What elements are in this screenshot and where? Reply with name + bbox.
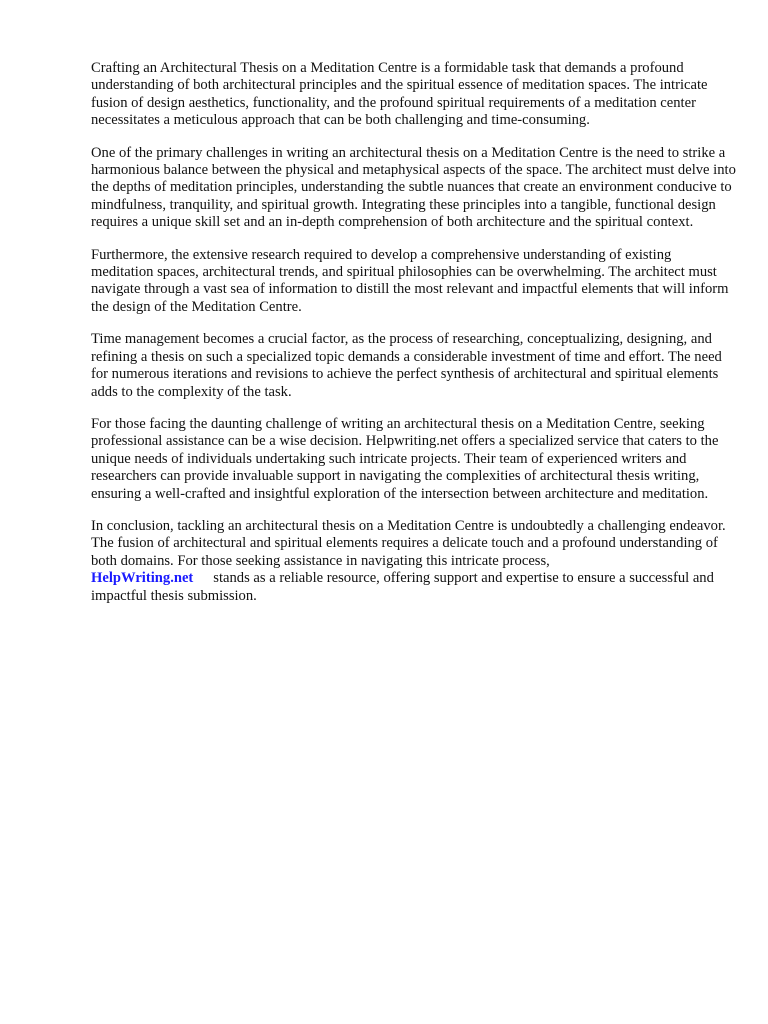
conclusion-text-before-link: In conclusion, tackling an architectural thesis on a Meditation Centre is undoubtedly a challenging endeavor. The fusion of architectural and spiritual elements requires a delicate touch and a profound understanding of both domains. For those seeking assistance in navigating this intricate process, [91,517,726,569]
paragraph-research: Furthermore, the extensive research required to develop a comprehensive understanding of existing meditation spaces, architectural trends, and spiritual philosophies can be overwhelming. The architect must navigate through a vast sea of information to distill the most relevant and impactful elements that will inform the design of the Meditation Centre. [91,246,729,315]
paragraph-conclusion [91,518,736,605]
paragraph-time-management: Time management becomes a crucial factor, as the process of researching, conceptualizing, designing, and refining a thesis on such a specialized topic demands a considerable investment of time and effort. The need for numerous iterations and revisions to achieve the perfect synthesis of architectural and spiritual elements adds to the complexity of the task. [91,331,722,400]
paragraph-intro: Crafting an Architectural Thesis on a Meditation Centre is a formidable task that demands a profound understanding of both architectural principles and the spiritual essence of meditation spaces. The intricate fusion of design aesthetics, functionality, and the profound spiritual requirements of a meditation center necessitates a meticulous approach that can be both challenging and time-consuming. [91,60,708,129]
document-page [91,60,736,620]
paragraph-challenges: One of the primary challenges in writing an architectural thesis on a Meditation Centre is the need to strike a harmonious balance between the physical and metaphysical aspects of the space. The architect must delve into the depths of meditation principles, understanding the subtle nuances that create an environment conducive to mindfulness, tranquility, and spiritual growth. Integrating these principles into a tangible, functional design requires a unique skill set and an in-depth comprehension of both architecture and the spiritual context. [91,144,736,231]
helpwriting-link[interactable]: HelpWriting.net [91,570,194,587]
conclusion-text-after-link: stands as a reliable resource, offering support and expertise to ensure a successful and impactful thesis submission. [91,570,714,604]
paragraph-assistance: For those facing the daunting challenge of writing an architectural thesis on a Meditation Centre, seeking professional assistance can be a wise decision. Helpwriting.net offers a specialized service that caters to the unique needs of individuals undertaking such intricate projects. Their team of experienced writers and researchers can provide invaluable support in navigating the complexities of architectural thesis writing, ensuring a well-crafted and insightful exploration of the intersection between architecture and meditation. [91,415,719,502]
